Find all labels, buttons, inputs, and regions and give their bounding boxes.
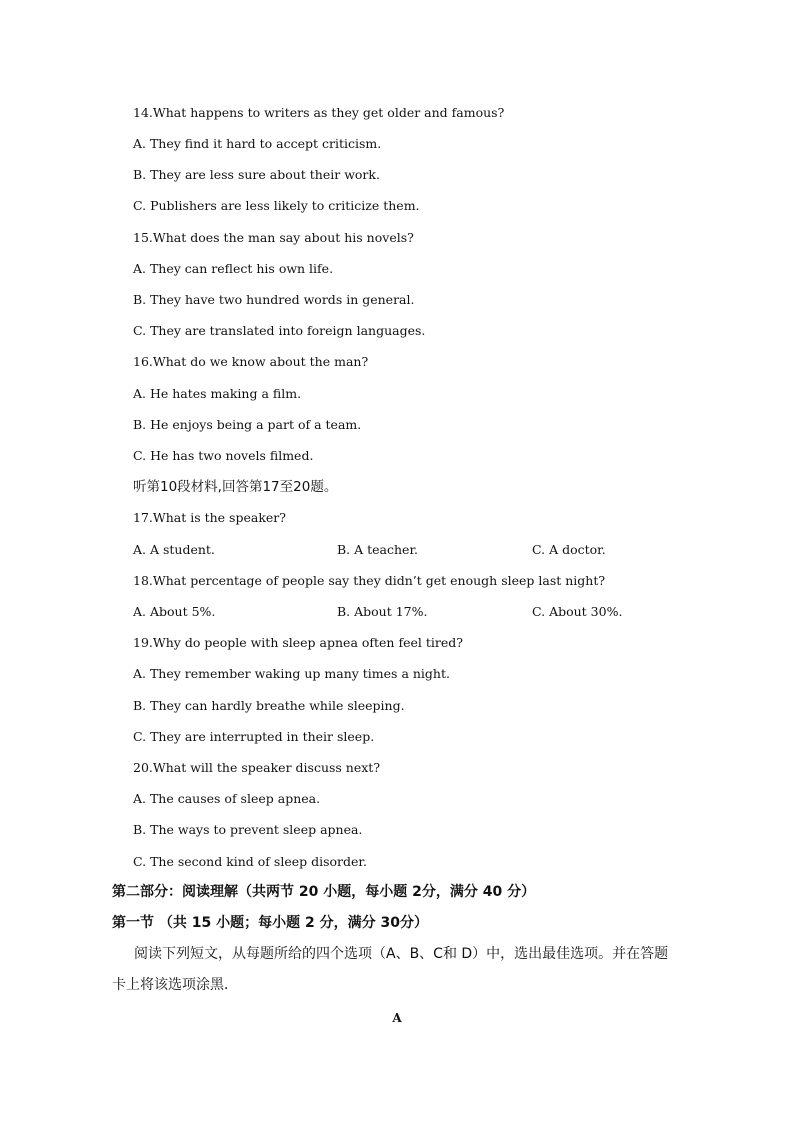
q14-option-b: B. They are less sure about their work. — [133, 167, 380, 182]
q19-option-c: C. They are interrupted in their sleep. — [133, 729, 375, 744]
q18-option-c: C. About 30%. — [532, 604, 623, 619]
q18-option-a: A. About 5%. — [133, 604, 216, 619]
q15-option-b: B. They have two hundred words in general. — [133, 292, 415, 307]
question-20: 20.What will the speaker discuss next? — [133, 760, 381, 775]
q15-option-a: A. They can reflect his own life. — [133, 261, 334, 276]
q16-option-a: A. He hates making a film. — [133, 386, 302, 401]
question-16: 16.What do we know about the man? — [133, 354, 369, 369]
question-19: 19.Why do people with sleep apnea often feel tired? — [133, 635, 463, 650]
q17-option-a: A. A student. — [133, 542, 215, 557]
q17-option-b: B. A teacher. — [337, 542, 419, 557]
q14-option-c: C. Publishers are less likely to criticize them. — [133, 198, 420, 213]
q17-option-c: C. A doctor. — [532, 542, 606, 557]
q20-option-a: A. The causes of sleep apnea. — [133, 791, 321, 806]
q18-option-b: B. About 17%. — [337, 604, 428, 619]
q16-option-b: B. He enjoys being a part of a team. — [133, 417, 362, 432]
question-15: 15.What does the man say about his novels? — [133, 230, 414, 245]
q16-option-c: C. He has two novels filmed. — [133, 448, 314, 463]
q19-option-b: B. They can hardly breathe while sleeping. — [133, 698, 405, 713]
question-14: 14.What happens to writers as they get older and famous? — [133, 105, 505, 120]
q15-option-c: C. They are translated into foreign languages. — [133, 323, 426, 338]
q19-option-a: A. They remember waking up many times a night. — [133, 666, 450, 681]
instructions-paragraph: 阅读下列短文，从每题所给的四个选项（A、B、C和 D）中，选出最佳选项。并在答题卡上将该选项涂黑． — [112, 946, 669, 993]
q20-option-b: B. The ways to prevent sleep apnea. — [133, 822, 363, 837]
section-note: 听第10段材料,回答第17至20题。 — [133, 479, 338, 495]
q20-option-c: C. The second kind of sleep disorder. — [133, 854, 367, 869]
passage-label: A — [392, 1011, 402, 1025]
question-17: 17.What is the speaker? — [133, 510, 286, 525]
question-18: 18.What percentage of people say they didn’t get enough sleep last night? — [133, 573, 606, 588]
section1-heading: 第一节 （共 15 小题；每小题 2 分，满分 30分） — [112, 915, 428, 931]
part2-heading: 第二部分：阅读理解（共两节 20 小题，每小题 2分，满分 40 分） — [112, 884, 536, 900]
q14-option-a: A. They find it hard to accept criticism. — [133, 136, 382, 151]
